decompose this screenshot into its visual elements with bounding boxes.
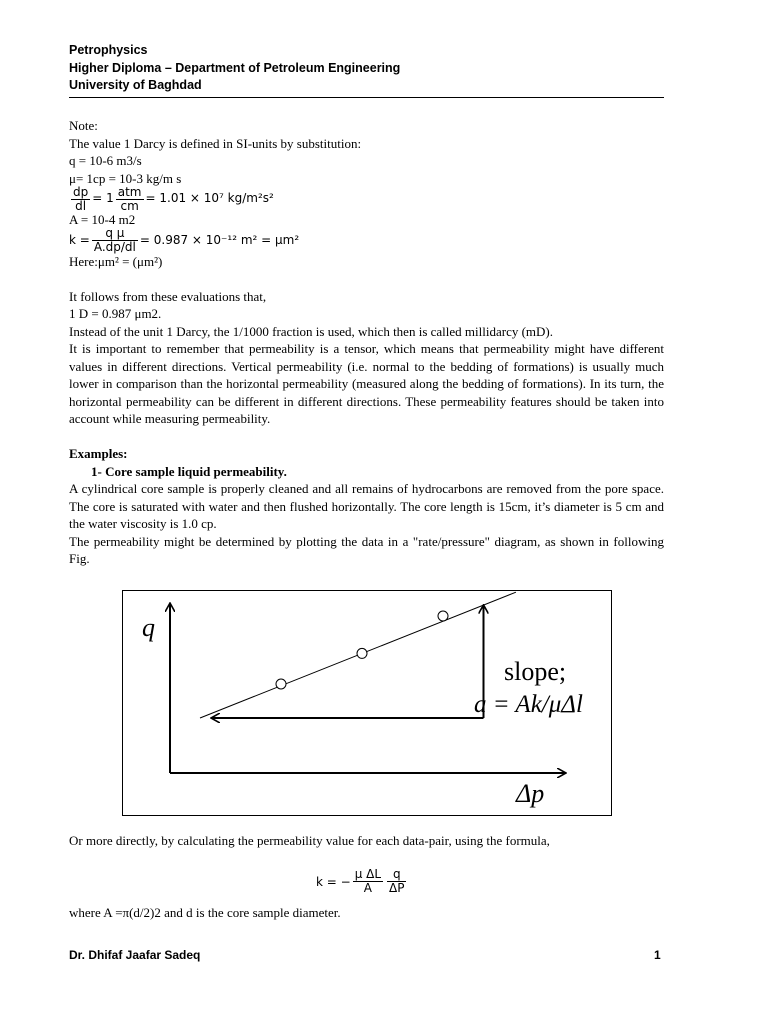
atm-fraction: $\frac{\text{atm}}{cm}$ xyxy=(117,184,142,213)
example-1-paragraph: A cylindrical core sample is properly cleaned and all remains of hydrocarbons are removed from the pore space. The core is saturated with water and then flushed horizontally. The core length is 15cm, it’s diameter is 5 cm and the water viscosity is 1.0 cp. xyxy=(69,481,664,531)
header-university: University of Baghdad xyxy=(69,78,202,92)
paragraph-millidarcy: Instead of the unit 1 Darcy, the 1/1000 fraction is used, which then is called millidarcy (mD). xyxy=(69,323,553,339)
dpdl-equation: $\frac{dp}{dl}$ = 1 $\frac{\text{atm}}{cm}$ = 1.01 × 10⁷ kg/m²s² xyxy=(73,184,274,213)
rate-pressure-figure xyxy=(122,590,612,816)
paragraph-follows: It follows from these evaluations that, xyxy=(69,288,267,304)
slope-label: slope; xyxy=(504,657,567,686)
document-body xyxy=(69,117,664,568)
dpdl-fraction: $\frac{dp}{dl}$ xyxy=(73,184,89,213)
note-here-line: Here:μm² = (μm²) xyxy=(69,253,163,269)
k-direct-fraction-2: $\frac{q}{\Delta P}$ xyxy=(389,867,405,895)
data-point xyxy=(357,648,367,658)
page-number: 1 xyxy=(654,948,661,962)
y-axis-label: q xyxy=(142,613,155,642)
note-intro: The value 1 Darcy is defined in SI-units by substitution: xyxy=(69,135,362,151)
data-point xyxy=(276,679,286,689)
footer-author: Dr. Dhifaf Jaafar Sadeq xyxy=(69,948,201,962)
header-course: Petrophysics xyxy=(69,43,148,57)
data-point xyxy=(438,611,448,621)
k-value: = 0.987 × 10⁻¹² m² = μm² xyxy=(139,232,300,247)
header-department: Higher Diploma – Department of Petroleum Engineering xyxy=(69,60,401,75)
header-divider xyxy=(69,97,664,98)
examples-title: Examples: xyxy=(69,446,128,461)
paragraph-tensor: It is important to remember that permeability is a tensor, which means that permeability might have different values in different directions. Vertical permeability (i.e. normal to the bedding of formations) is usually much lower in comparison than the horizontal permeability (measured along the bedding of formations). In its turn, the horizontal permeability can be different in different directions. These permeability features should be taken into account while measuring permeability. xyxy=(69,341,664,426)
dpdl-value: = 1.01 × 10⁷ kg/m²s² xyxy=(145,191,274,206)
note-title: Note: xyxy=(69,118,98,133)
page-header xyxy=(69,42,400,95)
note-a-line: A = 10-4 m2 xyxy=(69,212,136,227)
k-equation: k = $\frac{\text{q μ}}{A.dp/dl}$ = 0.987 × 10⁻¹² m² = μm² xyxy=(69,226,300,254)
x-axis-label: Δp xyxy=(516,779,545,808)
note-q-line: q = 10-6 m3/s xyxy=(69,153,142,168)
example-1-title: 1- Core sample liquid permeability. xyxy=(91,463,287,479)
k-direct-fraction-1: $\frac{\text{μ ΔL}}{A}$ xyxy=(354,867,382,895)
paragraph-darcy-value: 1 D = 0.987 μm2. xyxy=(69,306,162,321)
rate-pressure-chart xyxy=(122,590,612,816)
slope-formula: a = Ak/μΔl xyxy=(474,691,583,718)
note-mu-line: μ= 1cp = 10-3 kg/m s xyxy=(69,170,182,186)
k-direct-formula: k = − $\frac{\text{μ ΔL}}{A}$ $\frac{q}{\Delta P}$ xyxy=(316,867,405,895)
k-fraction: $\frac{\text{q μ}}{A.dp/dl}$ xyxy=(93,226,136,254)
example-1-plot-paragraph: The permeability might be determined by plotting the data in a "rate/pressure" diagram, as shown in following Fig. xyxy=(69,533,664,566)
area-definition: where A =π(d/2)2 and d is the core sample diameter. xyxy=(69,905,341,920)
direct-formula-intro: Or more directly, by calculating the permeability value for each data-pair, using the formula, xyxy=(69,833,550,848)
